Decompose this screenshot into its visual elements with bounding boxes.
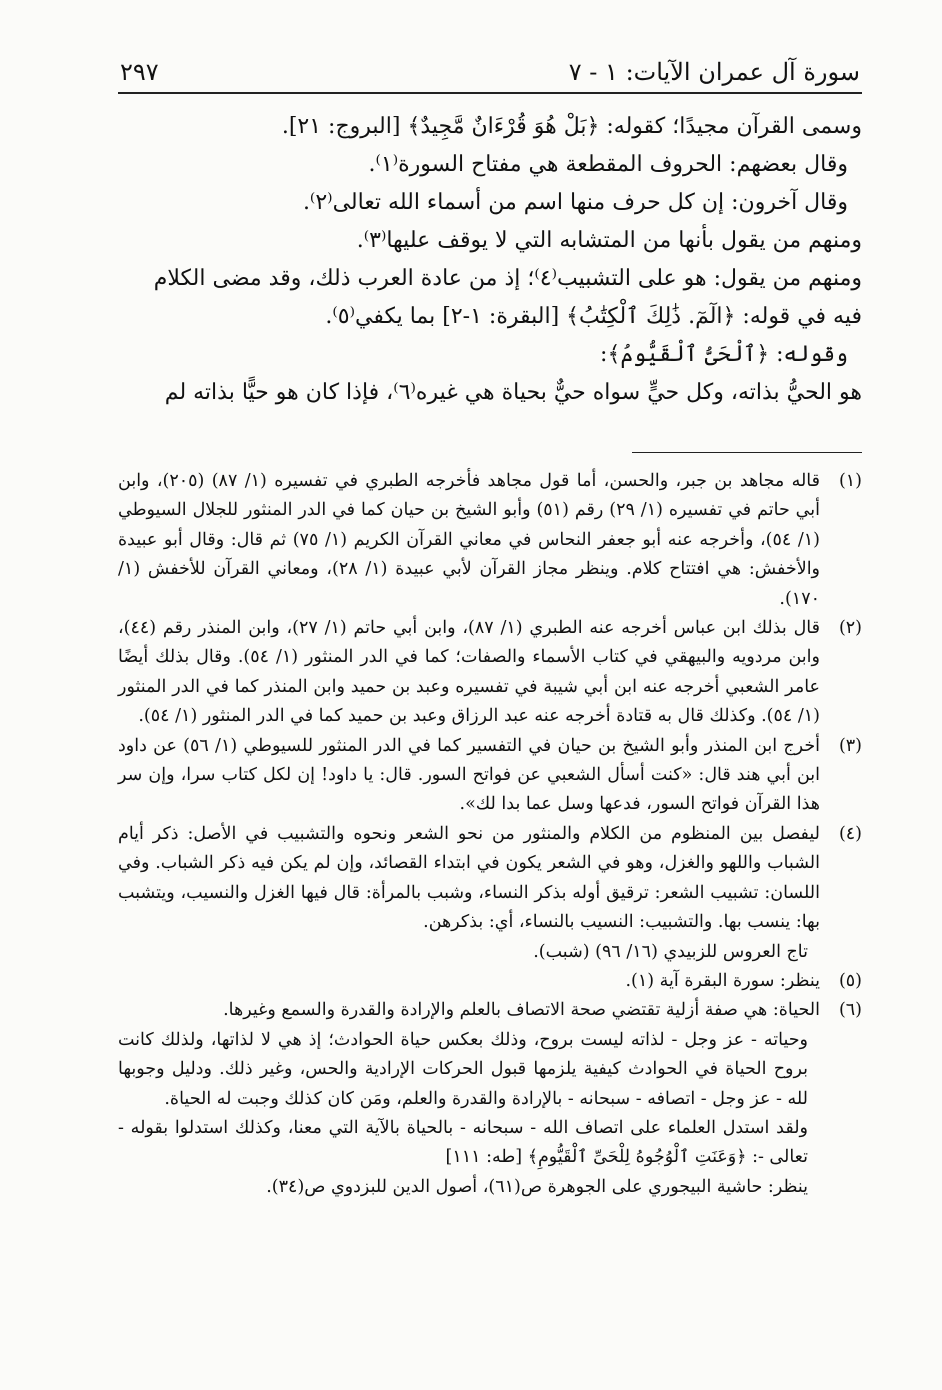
footnote-number: (٥) — [838, 970, 862, 991]
footnote-text: وحياته - عز وجل - لذاته ليست بروح، وذلك بعكس حياة الحوادث؛ إذ هي لا لذاتها، ولذلك كانت بروح الحياة في الحوادث كيفية يلزمها قبول الحركات الإرادية والحس، وغير ذلك. ودليل وجوبها لله - عز وجل - اتصافه - سبحانه - بالإرادة والقدرة والعلم، ومَن كان كذلك وجبت له الحياة. — [118, 1029, 808, 1109]
footnote-text: ولقد استدل العلماء على اتصاف الله - سبحانه - بالحياة بالآية التي معنا، وكذلك استدلوا بقوله - تعالى -: ﴿وَعَنَتِ ٱلْوُجُوهُ لِلْحَىِّ ٱلْقَيُّومِ﴾ [طه: ١١١] — [118, 1117, 808, 1168]
footnote-text: قاله مجاهد بن جبر، والحسن، أما قول مجاهد فأخرجه الطبري في تفسيره (١/ ٨٧) (٢٠٥)، وابن أبي حاتم في تفسيره (١/ ٢٩) رقم (٥١) وأبو الشيخ بن حيان كما في الدر المنثور للجلال السيوطي (١/ ٥٤)، وأخرجه عنه أبو جعفر النحاس في معاني القرآن الكريم (١/ ٧٥) ثم قال: وقال أبو عبيدة والأخفش: هي افتتاح كلام. وينظر مجاز القرآن لأبي عبيدة (١/ ٢٨)، ومعاني القرآن للأخفش (١/ ١٧٠). — [118, 471, 821, 609]
footnote-number: (١) — [838, 471, 862, 491]
body-paragraph: وقوله: ﴿ٱلْحَىُّ ٱلْقَيُّومُ﴾: — [600, 342, 848, 367]
footnote — [118, 820, 862, 967]
body-paragraph: ومنهم من يقول: هو على التشبيب⁽٤⁾؛ إذ من عادة العرب ذلك، وقد مضى الكلام فيه في قوله: ﴿الٓمٓ. ذَٰلِكَ ٱلْكِتَٰبُ﴾ [البقرة: ١-٢] بما يكفي⁽٥⁾. — [153, 266, 862, 329]
footnote — [118, 614, 862, 732]
footnote-text: ينظر: سورة البقرة آية (١). — [625, 970, 820, 991]
footnote — [118, 996, 862, 1202]
footnote-text: قال بذلك ابن عباس أخرجه عنه الطبري (١/ ٨٧)، وابن أبي حاتم (١/ ٢٧)، وابن المنذر رقم (٤٤)، وابن مردويه والبيهقي في كتاب الأسماء والصفات؛ كما في الدر المنثور (١/ ٥٤). وقال بذلك أيضًا عامر الشعبي أخرجه عنه ابن أبي شيبة في تفسيره وعبد بن حميد وابن المنذر كما في الدر المنثور (١/ ٥٤). وكذلك قال به قتادة أخرجه عنه عبد الرزاق وعبد بن حميد كما في الدر المنثور (١/ ٥٤). — [118, 618, 820, 727]
page-number: ٢٩٧ — [120, 58, 159, 86]
footnote-number: (٢) — [838, 618, 862, 639]
running-title: سورة آل عمران الآيات: ١ - ٧ — [568, 58, 860, 86]
footnote-number: (٦) — [838, 1000, 862, 1021]
footnote-separator — [632, 452, 862, 453]
footnote — [118, 732, 862, 820]
footnote-text: أخرج ابن المنذر وأبو الشيخ بن حيان في التفسير كما في الدر المنثور للسيوطي (١/ ٥٦) عن داود ابن أبي هند قال: «كنت أسأل الشعبي عن فواتح السور. قال: يا داود! إن لكل كتاب سرا، وإن سر هذا القرآن فواتح السور، فدعها وسل عما بدا لك». — [118, 735, 821, 815]
body-paragraph: وسمى القرآن مجيدًا؛ كقوله: ﴿بَلْ هُوَ قُرْءَانٌ مَّجِيدٌ﴾ [البروج: ٢١]. — [281, 114, 862, 139]
body-paragraph: هو الحيُّ بذاته، وكل حيٍّ سواه حيٌّ بحياة هي غيره⁽٦⁾، فإذا كان هو حيًّا بذاته لم — [164, 380, 862, 405]
main-text — [118, 108, 862, 412]
footnote-text: تاج العروس للزبيدي (١٦/ ٩٦) (شبب). — [533, 941, 808, 962]
footnote-number: (٤) — [838, 823, 862, 844]
body-paragraph: وقال آخرون: إن كل حرف منها اسم من أسماء الله تعالى⁽٢⁾. — [302, 190, 848, 215]
footnote-number: (٣) — [838, 735, 862, 756]
footnote — [118, 467, 862, 614]
document-page — [118, 40, 862, 1202]
footnotes — [118, 467, 862, 1202]
footnote-text: ينظر: حاشية البيجوري على الجوهرة ص(٦١)، أصول الدين للبزدوي ص(٣٤). — [266, 1176, 808, 1197]
body-paragraph: وقال بعضهم: الحروف المقطعة هي مفتاح السورة⁽١⁾. — [368, 152, 848, 177]
body-paragraph: ومنهم من يقول بأنها من المتشابه التي لا يوقف عليها⁽٣⁾. — [356, 228, 862, 253]
footnote-text: ليفصل بين المنظوم من الكلام والمنثور من نحو الشعر ونحوه والتشبيب في الأصل: ذكر أيام الشباب واللهو والغزل، وهو في الشعر يكون في ابتداء القصائد، وإن لم يكن فيه ذكر الشباب. وفي اللسان: تشبيب الشعر: ترقيق أوله بذكر النساء، وشبب بالمرأة: قال فيها الغزل والنسيب، ويتشبب بها: ينسب بها. والتشبيب: النسيب بالنساء، أي: بذكرهن. — [118, 823, 820, 933]
running-header — [118, 40, 862, 94]
footnote — [118, 967, 862, 996]
footnote-text: الحياة: هي صفة أزلية تقتضي صحة الاتصاف بالعلم والإرادة والقدرة والسمع وغيرها. — [223, 1000, 820, 1021]
